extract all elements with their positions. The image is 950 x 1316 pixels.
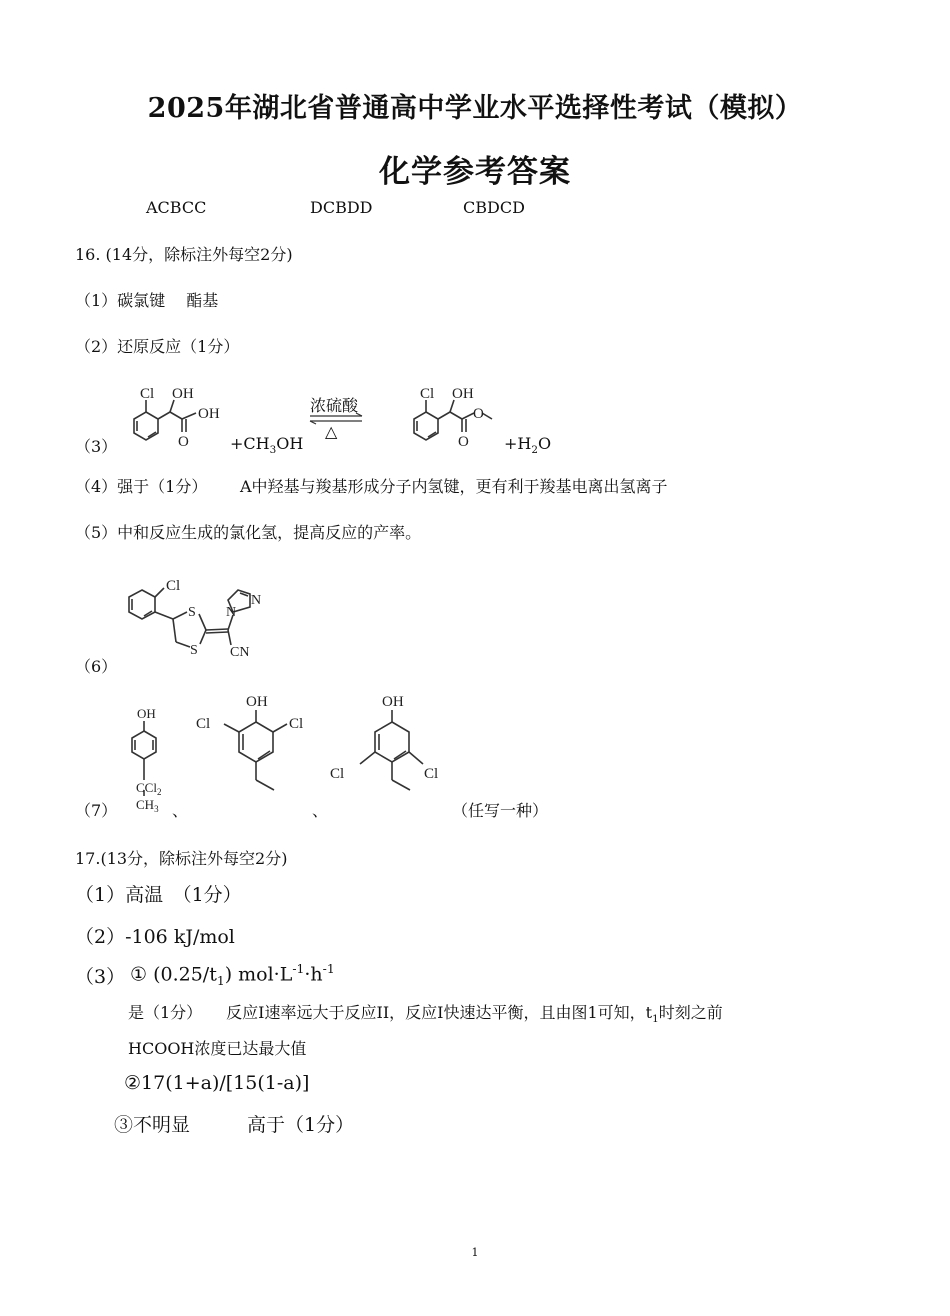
q16-heading: 16. (14分，除标注外每空2分) [75,245,293,264]
a7-note: （任写一种） [452,801,549,820]
a6-cn-label: CN [230,645,250,660]
q17-answer-3-3: ③不明显 高于（1分） [114,1114,355,1136]
methanol: $+CH_3OH$ [230,434,304,457]
reactant-o-label: O [178,434,189,450]
a7-separator-2: 、 [312,801,329,820]
q16-answer-5: （5）中和反应生成的氯化氢，提高反应的产率。 [75,523,422,542]
a6-n2-label: N [251,593,262,608]
q16-answer-3-label: （3） [75,437,118,456]
a7s2-oh-label: OH [246,694,268,710]
choice-answers-3: CBDCD [463,198,525,217]
condition-heat: △ [325,422,338,441]
reactant-cl-label: Cl [140,386,155,402]
a7s1-oh-label: OH [137,706,156,721]
choice-answers-1: ACBCC [146,198,207,217]
a7s2-cl1-label: Cl [196,716,211,732]
q16-answer-4-label: （4）强于（1分） [75,477,208,496]
product-ester-o-label: O [473,406,484,422]
a7-separator-1: 、 [172,801,189,820]
product-cl-label: Cl [420,386,435,402]
a6-s1-label: S [188,605,196,620]
q16-answer-2: （2）还原反应（1分） [75,337,240,356]
a6-n1-label: N [226,605,237,620]
a6-s2-label: S [190,643,198,658]
a7s2-cl2-label: Cl [289,716,304,732]
q17-answer-3-label: （3） [75,966,126,988]
q16-answer-1: （1）碳氯键 酯基 [75,291,219,310]
product-structure [398,376,518,456]
page-title: 2025年湖北省普通高中学业水平选择性考试（模拟） [147,93,803,124]
q17-answer-3-explain-cont: HCOOH浓度已达最大值 [128,1039,307,1058]
q17-answer-1: （1）高温 （1分） [75,884,242,906]
reactant-structure [118,376,238,456]
page-subtitle: 化学参考答案 [379,154,571,190]
q16-answer-4-text: A中羟基与羧基形成分子内氢键，更有利于羧基电离出氢离子 [240,477,668,496]
a6-cl-label: Cl [166,578,181,594]
q17-answer-2: （2）-106 kJ/mol [75,926,235,948]
page-number: 1 [471,1246,479,1259]
q17-heading: 17.(13分，除标注外每空2分) [75,849,288,868]
a7s3-cl1-label: Cl [330,766,345,782]
a7s3-cl2-label: Cl [424,766,439,782]
q17-answer-3-explain: 是（1分） 反应I速率远大于反应II，反应I快速达平衡，且由图1可知，$t_1$时刻之前 [128,1003,723,1026]
choice-answers-2: DCBDD [310,198,373,217]
reactant-oh2-label: OH [198,406,220,422]
product-o-label: O [458,434,469,450]
reactant-oh-label: OH [172,386,194,402]
water: $+H_2O$ [504,434,552,457]
answer-6-structure [118,570,278,664]
a7s1-ccl2-label: CCl$_2$ [136,780,162,797]
product-oh-label: OH [452,386,474,402]
q16-answer-7-label: （7） [75,801,118,820]
q17-answer-3-1: ① $(0.25/t_1)$ $mol\cdot L^{-1}\cdot h^{-1}$ [130,962,335,989]
answer-7-structure-3 [326,688,456,814]
q17-answer-3-2: ②17(1+a)/[15(1-a)] [124,1072,310,1094]
a7s3-oh-label: OH [382,694,404,710]
answer-7-structure-2 [190,688,320,814]
q16-answer-6-label: （6） [75,657,118,676]
condition-catalyst: 浓硫酸 [310,396,359,415]
a7s1-ch3-label: $CH_3$ [136,797,159,814]
